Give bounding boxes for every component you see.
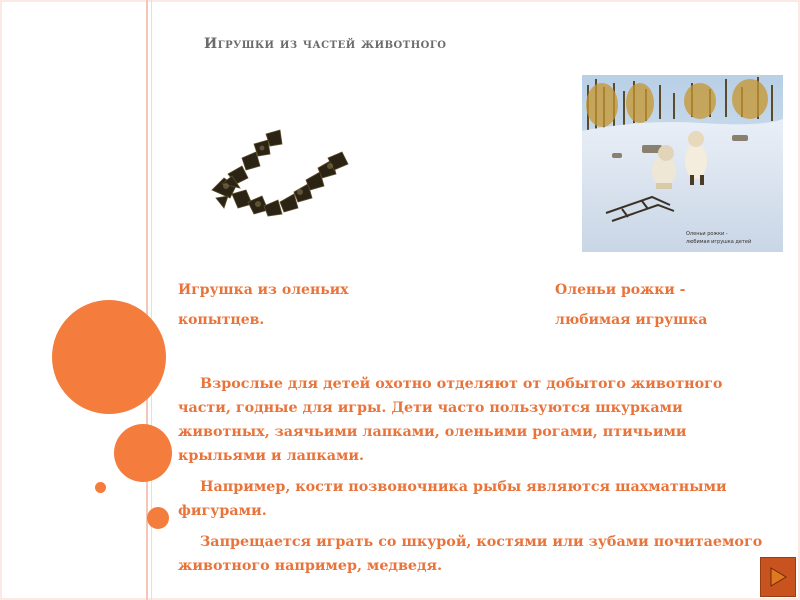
decorative-stripe [146,0,148,600]
slide-title: Игрушки из частей животного [204,36,447,52]
photo-label-line2: любимая игрушка детей [686,239,752,245]
body-text [178,372,763,585]
body-paragraph: Например, кости позвоночника рыбы являются шахматными фигурами. [178,479,727,519]
medium-decor-circle [114,424,172,482]
small-decor-circle [147,507,169,529]
caption-right-line2: любимая игрушка [555,312,708,328]
play-right-icon [768,566,788,588]
caption-left-line2: копытцев. [178,312,265,328]
caption-left-line1: Игрушка из оленьих [178,282,349,298]
body-paragraph: Запрещается играть со шкурой, костями или зубами почитаемого животного например, медведя. [178,534,763,574]
large-decor-circle [52,300,166,414]
winter-children-photo [582,75,783,252]
caption-right-line1: Оленьи рожки - [555,282,686,298]
photo-label-line1: Оленьи рожки - [686,231,728,237]
next-slide-button[interactable] [760,557,796,597]
deer-hoof-toy-image [202,118,358,230]
body-paragraph: Взрослые для детей охотно отделяют от добытого животного части, годные для игры. Дети часто пользуются шкурками животных, заячьими лапками, оленьими рогами, птичьими крыльями и лапками. [178,376,723,464]
tiny-decor-circle [95,482,106,493]
